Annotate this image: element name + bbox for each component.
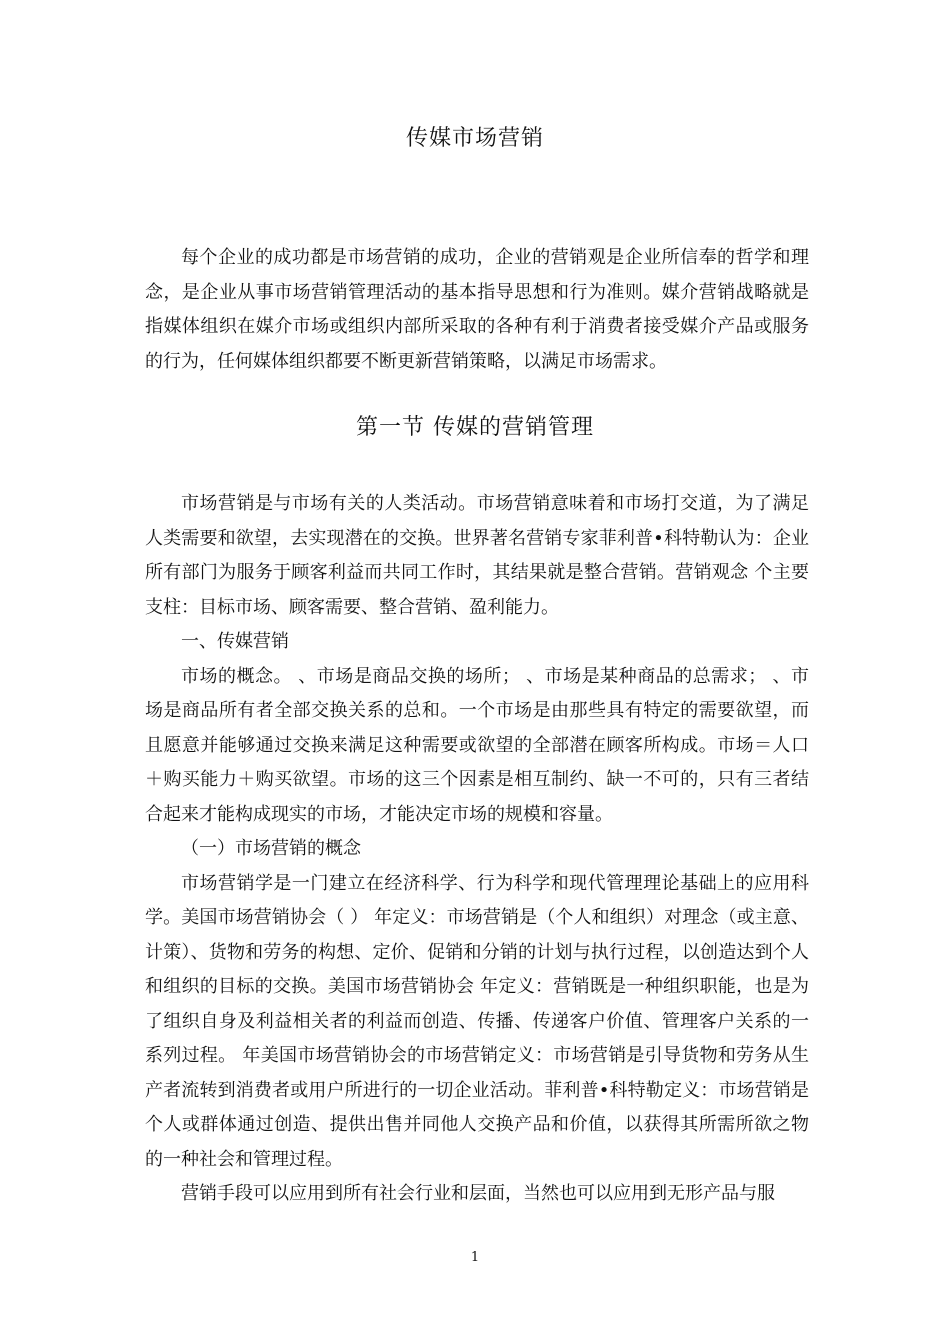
intro-paragraph: 每个企业的成功都是市场营销的成功，企业的营销观是企业所信奉的哲学和理念，是企业从事市场营销管理活动的基本指导思想和行为准则。媒介营销战略就是指媒体组织在媒介市场或组织内部所采取的各种有利于消费者接受媒介产品或服务的行为，任何媒体组织都要不断更新营销策略，以满足市场需求。 bbox=[145, 247, 809, 372]
section-heading: 第一节 传媒的营销管理 bbox=[356, 415, 594, 440]
subheading-marketing-concept: （一）市场营销的概念 bbox=[181, 838, 361, 859]
section-body bbox=[145, 487, 809, 1212]
paragraph-market-concept: 市场的概念。 、市场是商品交换的场所； 、市场是某种商品的总需求； 、市场是商品所有者全部交换关系的总和。一个市场是由那些具有特定的需要欲望，而且愿意并能够通过交换来满足这种需要或欲望的全部潜在顾客所构成。市场＝人口＋购买能力＋购买欲望。市场的这三个因素是相互制约、缺一不可的，只有三者结合起来才能构成现实的市场，才能决定市场的规模和容量。 bbox=[145, 665, 809, 825]
intro-block bbox=[145, 241, 809, 379]
page-number: 1 bbox=[470, 1250, 480, 1265]
subheading-media-marketing: 一、传媒营销 bbox=[181, 631, 289, 652]
paragraph-marketing-means: 营销手段可以应用到所有社会行业和层面，当然也可以应用到无形产品与服 bbox=[181, 1183, 775, 1204]
document-title: 传媒市场营销 bbox=[405, 126, 544, 151]
paragraph-marketing-overview: 市场营销是与市场有关的人类活动。市场营销意味着和市场打交道，为了满足人类需要和欲望，去实现潜在的交换。世界著名营销专家菲利普•科特勒认为：企业所有部门为服务于顾客利益而共同工作时，其结果就是整合营销。营销观念 个主要支柱：目标市场、顾客需要、整合营销、盈利能力。 bbox=[145, 493, 809, 618]
paragraph-marketing-definitions: 市场营销学是一门建立在经济科学、行为科学和现代管理理论基础上的应用科学。美国市场营销协会（ ） 年定义：市场营销是（个人和组织）对理念（或主意、计策）、货物和劳务的构想、定价、促销和分销的计划与执行过程，以创造达到个人和组织的目标的交换。美国市场营销协会 年定义：营销既是一种组织职能，也是为了组织自身及利益相关者的利益而创造、传播、传递客户价值、管理客户关系的一系列过程。 年美国市场营销协会的市场营销定义：市场营销是引导货物和劳务从生产者流转到消费者或用户所进行的一切企业活动。菲利普•科特勒定义：市场营销是个人或群体通过创造、提供出售并同他人交换产品和价值，以获得其所需所欲之物的一种社会和管理过程。 bbox=[145, 872, 809, 1170]
